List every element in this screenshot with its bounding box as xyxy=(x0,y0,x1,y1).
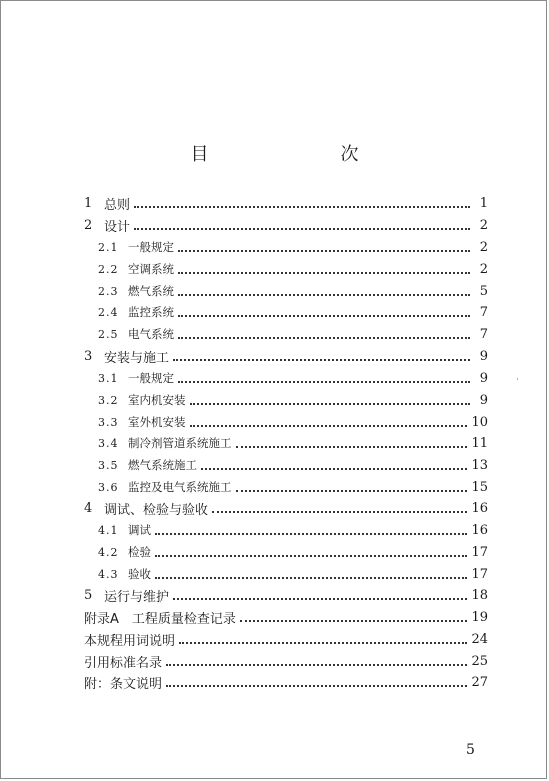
dot-leader xyxy=(178,380,470,383)
entry-number: 4.2 xyxy=(98,545,119,559)
dot-leader xyxy=(178,336,470,339)
entry-title: 检验 xyxy=(128,545,151,559)
dot-leader xyxy=(190,402,471,405)
entry-title: 电气系统 xyxy=(128,327,174,341)
entry-number: 3.6 xyxy=(98,480,119,494)
entry-number: 2.1 xyxy=(98,240,119,254)
dot-leader xyxy=(212,510,467,513)
dot-leader xyxy=(179,641,467,644)
entry-title: 附：条文说明 xyxy=(84,676,163,692)
entry-title: 制冷剂管道系统施工 xyxy=(128,436,232,450)
entry-page: 9 xyxy=(479,348,488,364)
entry-page: 2 xyxy=(479,239,488,255)
toc-entry[interactable] xyxy=(84,629,488,649)
dot-leader xyxy=(178,293,470,296)
entry-page: 18 xyxy=(471,587,488,603)
entry-number: 3.2 xyxy=(98,393,119,407)
toc-entry[interactable] xyxy=(84,215,488,235)
toc-entry[interactable] xyxy=(84,564,488,584)
entry-page: 16 xyxy=(471,522,488,538)
entry-page: 9 xyxy=(479,392,488,408)
entry-page: 24 xyxy=(471,631,488,647)
entry-number: 2 xyxy=(84,217,93,233)
dot-leader xyxy=(155,554,467,557)
entry-title: 验收 xyxy=(128,567,151,581)
toc-entry[interactable] xyxy=(84,237,488,257)
toc-entry[interactable] xyxy=(84,498,488,518)
entry-number: 3.5 xyxy=(98,458,119,472)
dot-leader xyxy=(173,597,467,600)
dot-leader xyxy=(134,227,470,230)
toc-entry[interactable] xyxy=(84,302,488,322)
entry-title: 运行与维护 xyxy=(104,589,170,605)
toc-entry[interactable] xyxy=(84,368,488,388)
entry-page: 17 xyxy=(471,544,488,560)
entry-number: 3.3 xyxy=(98,415,119,429)
entry-title: 附录A 工程质量检查记录 xyxy=(84,611,236,627)
dot-leader xyxy=(134,205,470,208)
entry-title: 总则 xyxy=(104,197,131,213)
entry-page: 19 xyxy=(471,609,488,625)
entry-title: 设计 xyxy=(104,219,131,235)
toc-title: 目 次 xyxy=(190,144,391,165)
entry-page: 2 xyxy=(479,261,488,277)
toc-entry[interactable] xyxy=(84,281,488,301)
entry-number: 1 xyxy=(84,195,93,211)
entry-title: 调试 xyxy=(128,523,151,537)
entry-number: 2.4 xyxy=(98,305,119,319)
toc-entry[interactable] xyxy=(84,520,488,540)
entry-title: 监控及电气系统施工 xyxy=(128,480,232,494)
dot-leader xyxy=(166,684,467,687)
page-number: 5 xyxy=(466,742,475,758)
dot-leader xyxy=(201,467,467,470)
entry-title: 空调系统 xyxy=(128,262,174,276)
dot-leader xyxy=(155,576,467,579)
entry-title: 调试、检验与验收 xyxy=(104,502,209,518)
entry-title: 引用标准名录 xyxy=(84,655,163,671)
entry-number: 3.1 xyxy=(98,371,119,385)
entry-title: 室内机安装 xyxy=(128,393,186,407)
entry-title: 本规程用词说明 xyxy=(84,633,176,649)
dot-leader xyxy=(178,249,470,252)
toc-entry[interactable] xyxy=(84,346,488,366)
entry-number: 4 xyxy=(84,500,93,516)
entry-page: 27 xyxy=(471,674,488,690)
entry-title: 安装与施工 xyxy=(104,350,170,366)
entry-number: 2.2 xyxy=(98,262,119,276)
entry-page: 5 xyxy=(479,283,488,299)
entry-page: 2 xyxy=(479,217,488,233)
entry-title: 燃气系统 xyxy=(128,284,174,298)
entry-page: 13 xyxy=(471,457,488,473)
entry-page: 7 xyxy=(479,304,488,320)
toc-entry[interactable] xyxy=(84,390,488,410)
entry-title: 燃气系统施工 xyxy=(128,458,197,472)
entry-number: 3 xyxy=(84,348,93,364)
entry-page: 10 xyxy=(471,414,488,430)
entry-page: 11 xyxy=(471,435,488,451)
toc-entry[interactable] xyxy=(84,607,488,627)
dot-leader xyxy=(240,619,468,622)
toc-entry[interactable] xyxy=(84,193,488,213)
toc-entry[interactable] xyxy=(84,455,488,475)
entry-page: 9 xyxy=(479,370,488,386)
entry-number: 5 xyxy=(84,587,93,603)
entry-title: 一般规定 xyxy=(128,240,174,254)
entry-title: 一般规定 xyxy=(128,371,174,385)
entry-page: 7 xyxy=(479,326,488,342)
dot-leader xyxy=(236,445,468,448)
toc-entry[interactable] xyxy=(84,651,488,671)
entry-number: 2.5 xyxy=(98,327,119,341)
toc-entry[interactable] xyxy=(84,433,488,453)
entry-number: 3.4 xyxy=(98,436,119,450)
dot-leader xyxy=(190,424,468,427)
dot-leader xyxy=(178,314,470,317)
entry-page: 1 xyxy=(479,195,488,211)
toc-entry[interactable] xyxy=(84,542,488,562)
toc-entry[interactable] xyxy=(84,672,488,692)
dot-leader xyxy=(178,271,470,274)
dot-leader xyxy=(236,489,468,492)
entry-page: 17 xyxy=(471,566,488,582)
entry-title: 监控系统 xyxy=(128,305,174,319)
entry-page: 25 xyxy=(471,653,488,669)
entry-page: 15 xyxy=(471,479,488,495)
toc-entry[interactable] xyxy=(84,477,488,497)
entry-number: 4.3 xyxy=(98,567,119,581)
dot-leader xyxy=(173,358,470,361)
toc-entry[interactable] xyxy=(84,412,488,432)
toc-entry[interactable] xyxy=(84,324,488,344)
entry-number: 2.3 xyxy=(98,284,119,298)
entry-title: 室外机安装 xyxy=(128,415,186,429)
dot-leader xyxy=(155,532,467,535)
dot-leader xyxy=(166,663,467,666)
entry-page: 16 xyxy=(471,500,488,516)
entry-number: 4.1 xyxy=(98,523,119,537)
toc-entry[interactable] xyxy=(84,259,488,279)
toc-entry[interactable] xyxy=(84,585,488,605)
scan-speck xyxy=(517,378,518,380)
